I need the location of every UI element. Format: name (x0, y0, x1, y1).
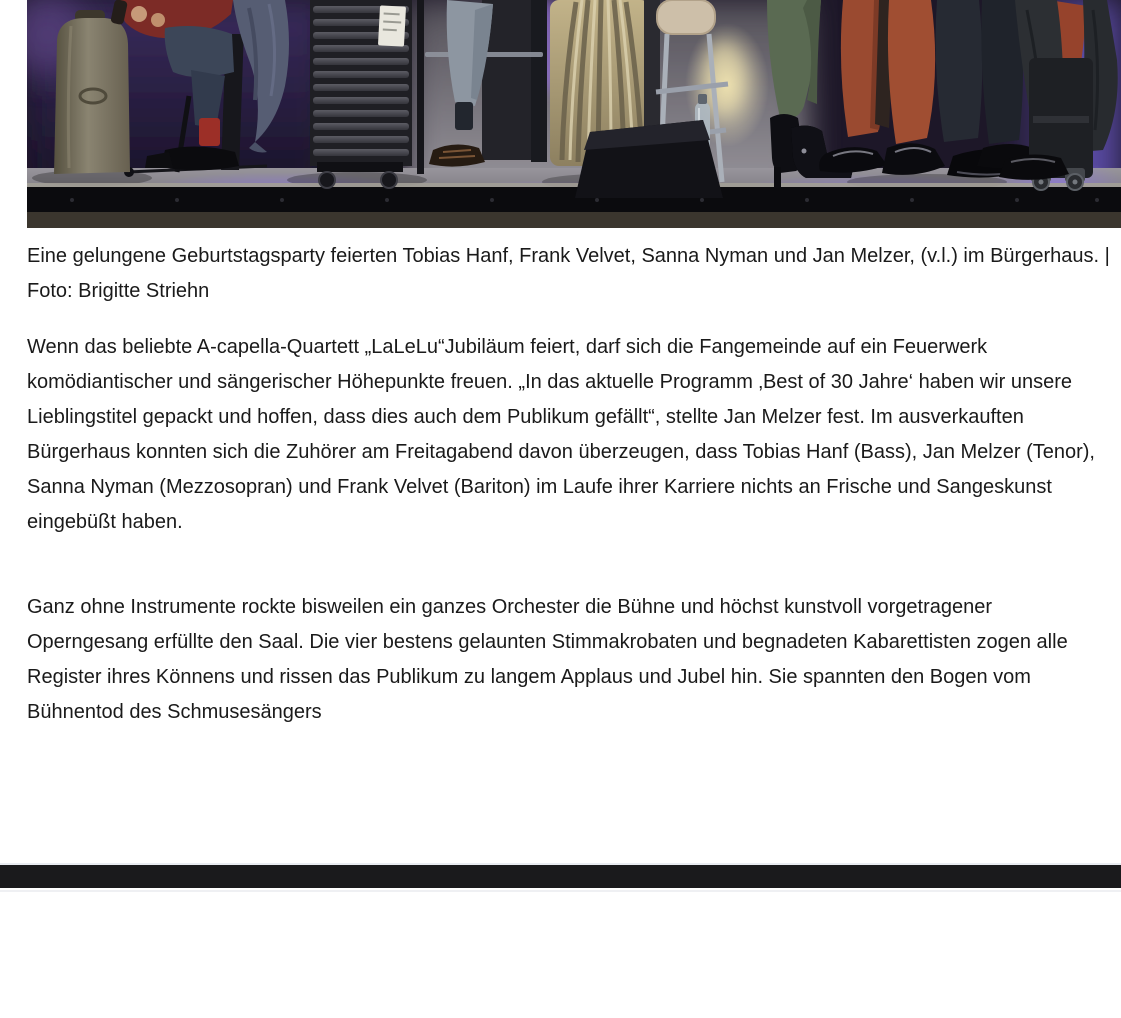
stage-photo-illustration (27, 0, 1121, 228)
speaker-case-left (54, 10, 130, 174)
article-paragraph-1: Wenn das beliebte A-capella-Quartett „LaLeLu“Jubiläum feiert, darf sich die Fangemeinde auf ein Feuerwerk komödiantischer und sängerischer Höhepunkte freuen. „In das aktuelle Programm ‚Best of 30 Jahre‘ haben wir unsere Lieblingstitel gepackt und hoffen, dass dies auch dem Publikum gefällt“, stellte Jan Melzer fest. Im ausverkauften Bürgerhaus konnten sich die Zuhörer am Freitagabend davon überzeugen, dass Tobias Hanf (Bass), Jan Melzer (Tenor), Sanna Nyman (Mezzosopran) und Frank Velvet (Bariton) im Laufe ihrer Karriere nichts an Frische und Sangeskunst eingebüßt haben. (27, 336, 1095, 533)
footer-divider-bottom (0, 890, 1121, 892)
footer-bar (0, 865, 1121, 888)
ribbed-flight-case (310, 0, 424, 188)
article-photo (27, 0, 1121, 228)
article-paragraph-2: Ganz ohne Instrumente rockte bisweilen ein ganzes Orchester die Bühne und höchst kunstvoll vorgetragener Operngesang erfüllte den Saal. Die vier bestens gelaunten Stimmakrobaten und begnadeten Kabarettisten zogen alle Register ihres Könnens und rissen das Publikum zu langem Applaus und Jubel hin. Sie spannten den Bogen vom Bühnentod des Schmusesängers (27, 596, 1068, 723)
monitor-wedge-speaker (575, 120, 723, 198)
photo-caption: Eine gelungene Geburtstagsparty feierten Tobias Hanf, Frank Velvet, Sanna Nyman und Jan Melzer, (v.l.) im Bürgerhaus. | Foto: Brigitte Striehn (27, 245, 1110, 302)
case-label (378, 5, 406, 46)
